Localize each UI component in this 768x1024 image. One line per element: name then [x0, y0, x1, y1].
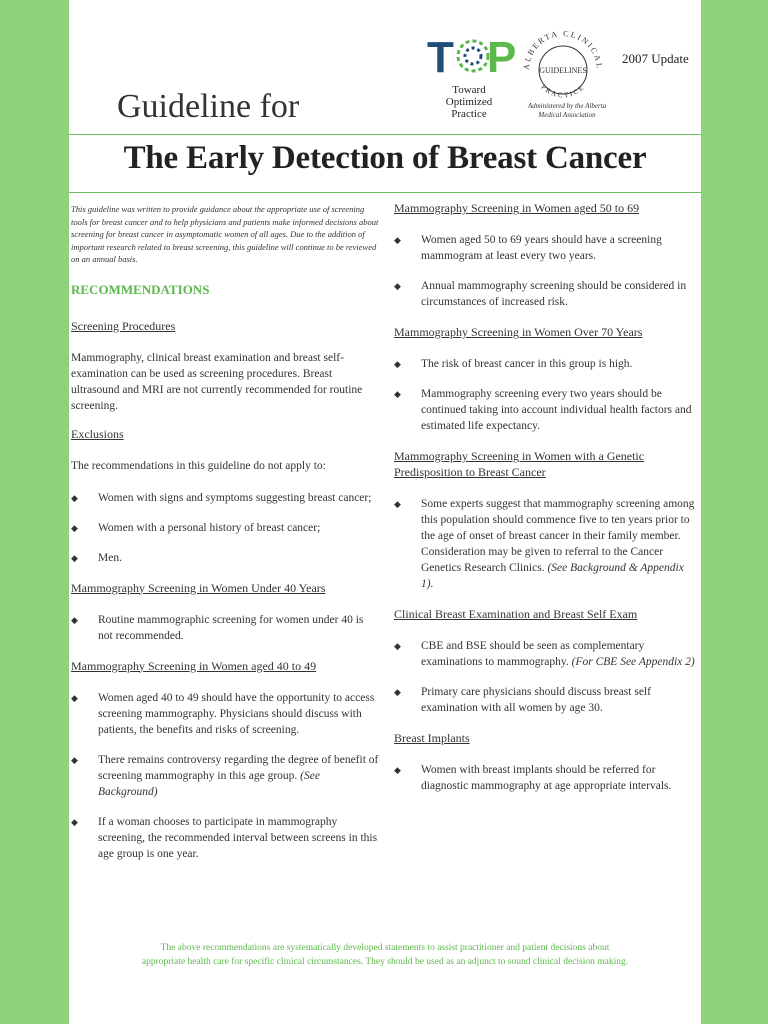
exclusions-heading: Exclusions	[71, 426, 124, 441]
bullet-diamond-icon: ◆	[394, 389, 401, 399]
right-column	[394, 200, 699, 808]
screening-procedures-text: Mammography, clinical breast examination and breast self-examination can be used as screening procedures. Breast ultrasound and MRI are not currently recommended for routine screening.	[71, 351, 363, 412]
list-item-text: Women with breast implants should be referred for diagnostic mammography at age appropriate intervals.	[421, 764, 672, 792]
list-item	[71, 520, 379, 536]
top-logo-subtitle-line: Practice	[451, 108, 487, 120]
bullet-diamond-icon: ◆	[71, 754, 78, 765]
under40-heading: Mammography Screening in Women Under 40 Years	[71, 580, 326, 595]
bullet-diamond-icon: ◆	[394, 281, 401, 291]
cbe-heading: Clinical Breast Examination and Breast Self Exam	[394, 607, 638, 621]
bullet-diamond-icon: ◆	[394, 765, 401, 775]
list-item-text: Women aged 50 to 69 years should have a screening mammogram at least every two years.	[421, 234, 662, 262]
appendix-reference: (See Background & Appendix 1).	[421, 562, 684, 590]
list-item-main-text: There remains controversy regarding the degree of benefit of screening mammography in this age group.	[98, 753, 379, 782]
seal-caption	[507, 102, 627, 120]
seal-caption-line: Medical Association	[538, 111, 596, 119]
document-header	[69, 0, 701, 195]
list-item-text	[421, 638, 699, 670]
document-page	[69, 0, 701, 1024]
list-item	[71, 814, 379, 862]
list-item-main-text: CBE and BSE should be seen as complementary examinations to mammography.	[421, 640, 645, 668]
title-divider-top	[69, 134, 701, 135]
list-item-text: Mammography screening every two years should be continued taking into account individual health factors and estimated life expectancy.	[421, 388, 692, 432]
bullet-diamond-icon: ◆	[71, 552, 78, 563]
list-item-text: If a woman chooses to participate in mammography screening, the recommended interval between screens in this age group is one year.	[98, 815, 378, 860]
bullet-diamond-icon: ◆	[71, 614, 78, 625]
list-item	[71, 612, 379, 644]
aged50-heading: Mammography Screening in Women aged 50 to 69	[394, 201, 640, 215]
footer-disclaimer: The above recommendations are systematically developed statements to assist practitioner and patient decisions about appropriate health care for specific clinical circumstances. They should be used as an adjunct to sound clinical decision making.	[141, 943, 629, 967]
over70-heading: Mammography Screening in Women Over 70 Years	[394, 325, 643, 339]
list-item-text: Women with signs and symptoms suggesting breast cancer;	[98, 491, 372, 504]
bullet-diamond-icon: ◆	[71, 522, 78, 533]
title-divider-bottom	[69, 192, 701, 193]
list-item-main-text: Some experts suggest that mammography screening among this population should commence five to ten years prior to the age of onset of breast cancer in their family member. Consideration may be given to referral to the Cancer Genetics Research Clinics.	[421, 498, 695, 574]
list-item-text	[98, 752, 379, 800]
seal-top-text: ALBERTA CLINICAL	[521, 28, 605, 71]
list-item-text: Primary care physicians should discuss breast self examination with all women by age 30.	[421, 686, 651, 714]
list-item-text: Women aged 40 to 49 should have the opportunity to access screening mammography. Physicians should discuss with patients, the benefits and risks of screening.	[98, 691, 375, 736]
list-item-text: Men.	[98, 551, 122, 564]
bullet-diamond-icon: ◆	[71, 692, 78, 703]
list-item	[394, 386, 699, 434]
list-item	[71, 550, 379, 566]
bullet-diamond-icon: ◆	[394, 641, 401, 651]
list-item	[394, 684, 699, 716]
intro-paragraph: This guideline was written to provide guidance about the appropriate use of screening tools for breast cancer and to help physicians and patients make informed decisions about screening for breast cancer in asymptomatic women of all ages. Due to the addition of important research related to breast screening, this guideline will continue to be reviewed on an annual basis.	[71, 204, 379, 264]
top-logo	[427, 30, 517, 86]
svg-text:ALBERTA CLINICAL	[522, 29, 604, 70]
svg-text:PRACTICE	[539, 83, 586, 99]
top-logo-t: T	[427, 33, 454, 82]
bullet-diamond-icon: ◆	[394, 235, 401, 245]
page-title: The Early Detection of Breast Cancer	[123, 140, 647, 176]
top-logo-subtitle	[427, 84, 511, 120]
page-pretitle: Guideline for	[117, 88, 300, 125]
exclusions-text: The recommendations in this guideline do not apply to:	[71, 459, 326, 472]
seal-center-text: GUIDELINES	[539, 66, 587, 75]
list-item-text: Routine mammographic screening for women under 40 is not recommended.	[98, 613, 364, 642]
update-label: 2007 Update	[622, 51, 689, 66]
bullet-diamond-icon: ◆	[394, 499, 401, 509]
appendix-reference: (For CBE See Appendix 2)	[571, 656, 695, 668]
list-item	[394, 496, 699, 592]
list-item-text	[421, 496, 699, 592]
top-logo-subtitle-line: Optimized	[445, 96, 493, 108]
top-logo-subtitle-line: Toward	[452, 84, 486, 96]
recommendations-heading: RECOMMENDATIONS	[71, 281, 210, 297]
seal-bottom-text: PRACTICE	[539, 83, 587, 100]
list-item	[394, 762, 699, 794]
bullet-diamond-icon: ◆	[394, 687, 401, 697]
list-item	[394, 638, 699, 670]
list-item	[394, 356, 699, 372]
top-logo-o-ring	[458, 41, 488, 71]
list-item	[394, 278, 699, 310]
left-column	[71, 200, 379, 876]
implants-heading: Breast Implants	[394, 731, 470, 745]
bullet-diamond-icon: ◆	[394, 359, 401, 369]
genetic-heading: Mammography Screening in Women with a Genetic Predisposition to Breast Cancer	[394, 449, 645, 479]
list-item	[71, 752, 379, 800]
list-item-text: Annual mammography screening should be considered in circumstances of increased risk.	[421, 280, 687, 308]
seal-caption-line: Administered by the Alberta	[527, 102, 607, 110]
bullet-diamond-icon: ◆	[71, 816, 78, 827]
list-item	[71, 690, 379, 738]
bullet-diamond-icon: ◆	[71, 492, 78, 503]
list-item	[71, 490, 379, 506]
list-item	[394, 232, 699, 264]
top-logo-p: P	[487, 33, 517, 82]
aged40-heading: Mammography Screening in Women aged 40 to 49	[71, 658, 317, 673]
list-item-text: The risk of breast cancer in this group is high.	[421, 358, 633, 370]
screening-procedures-heading: Screening Procedures	[71, 318, 176, 333]
see-background-reference: (See Background)	[98, 769, 320, 798]
list-item-text: Women with a personal history of breast cancer;	[98, 521, 321, 534]
